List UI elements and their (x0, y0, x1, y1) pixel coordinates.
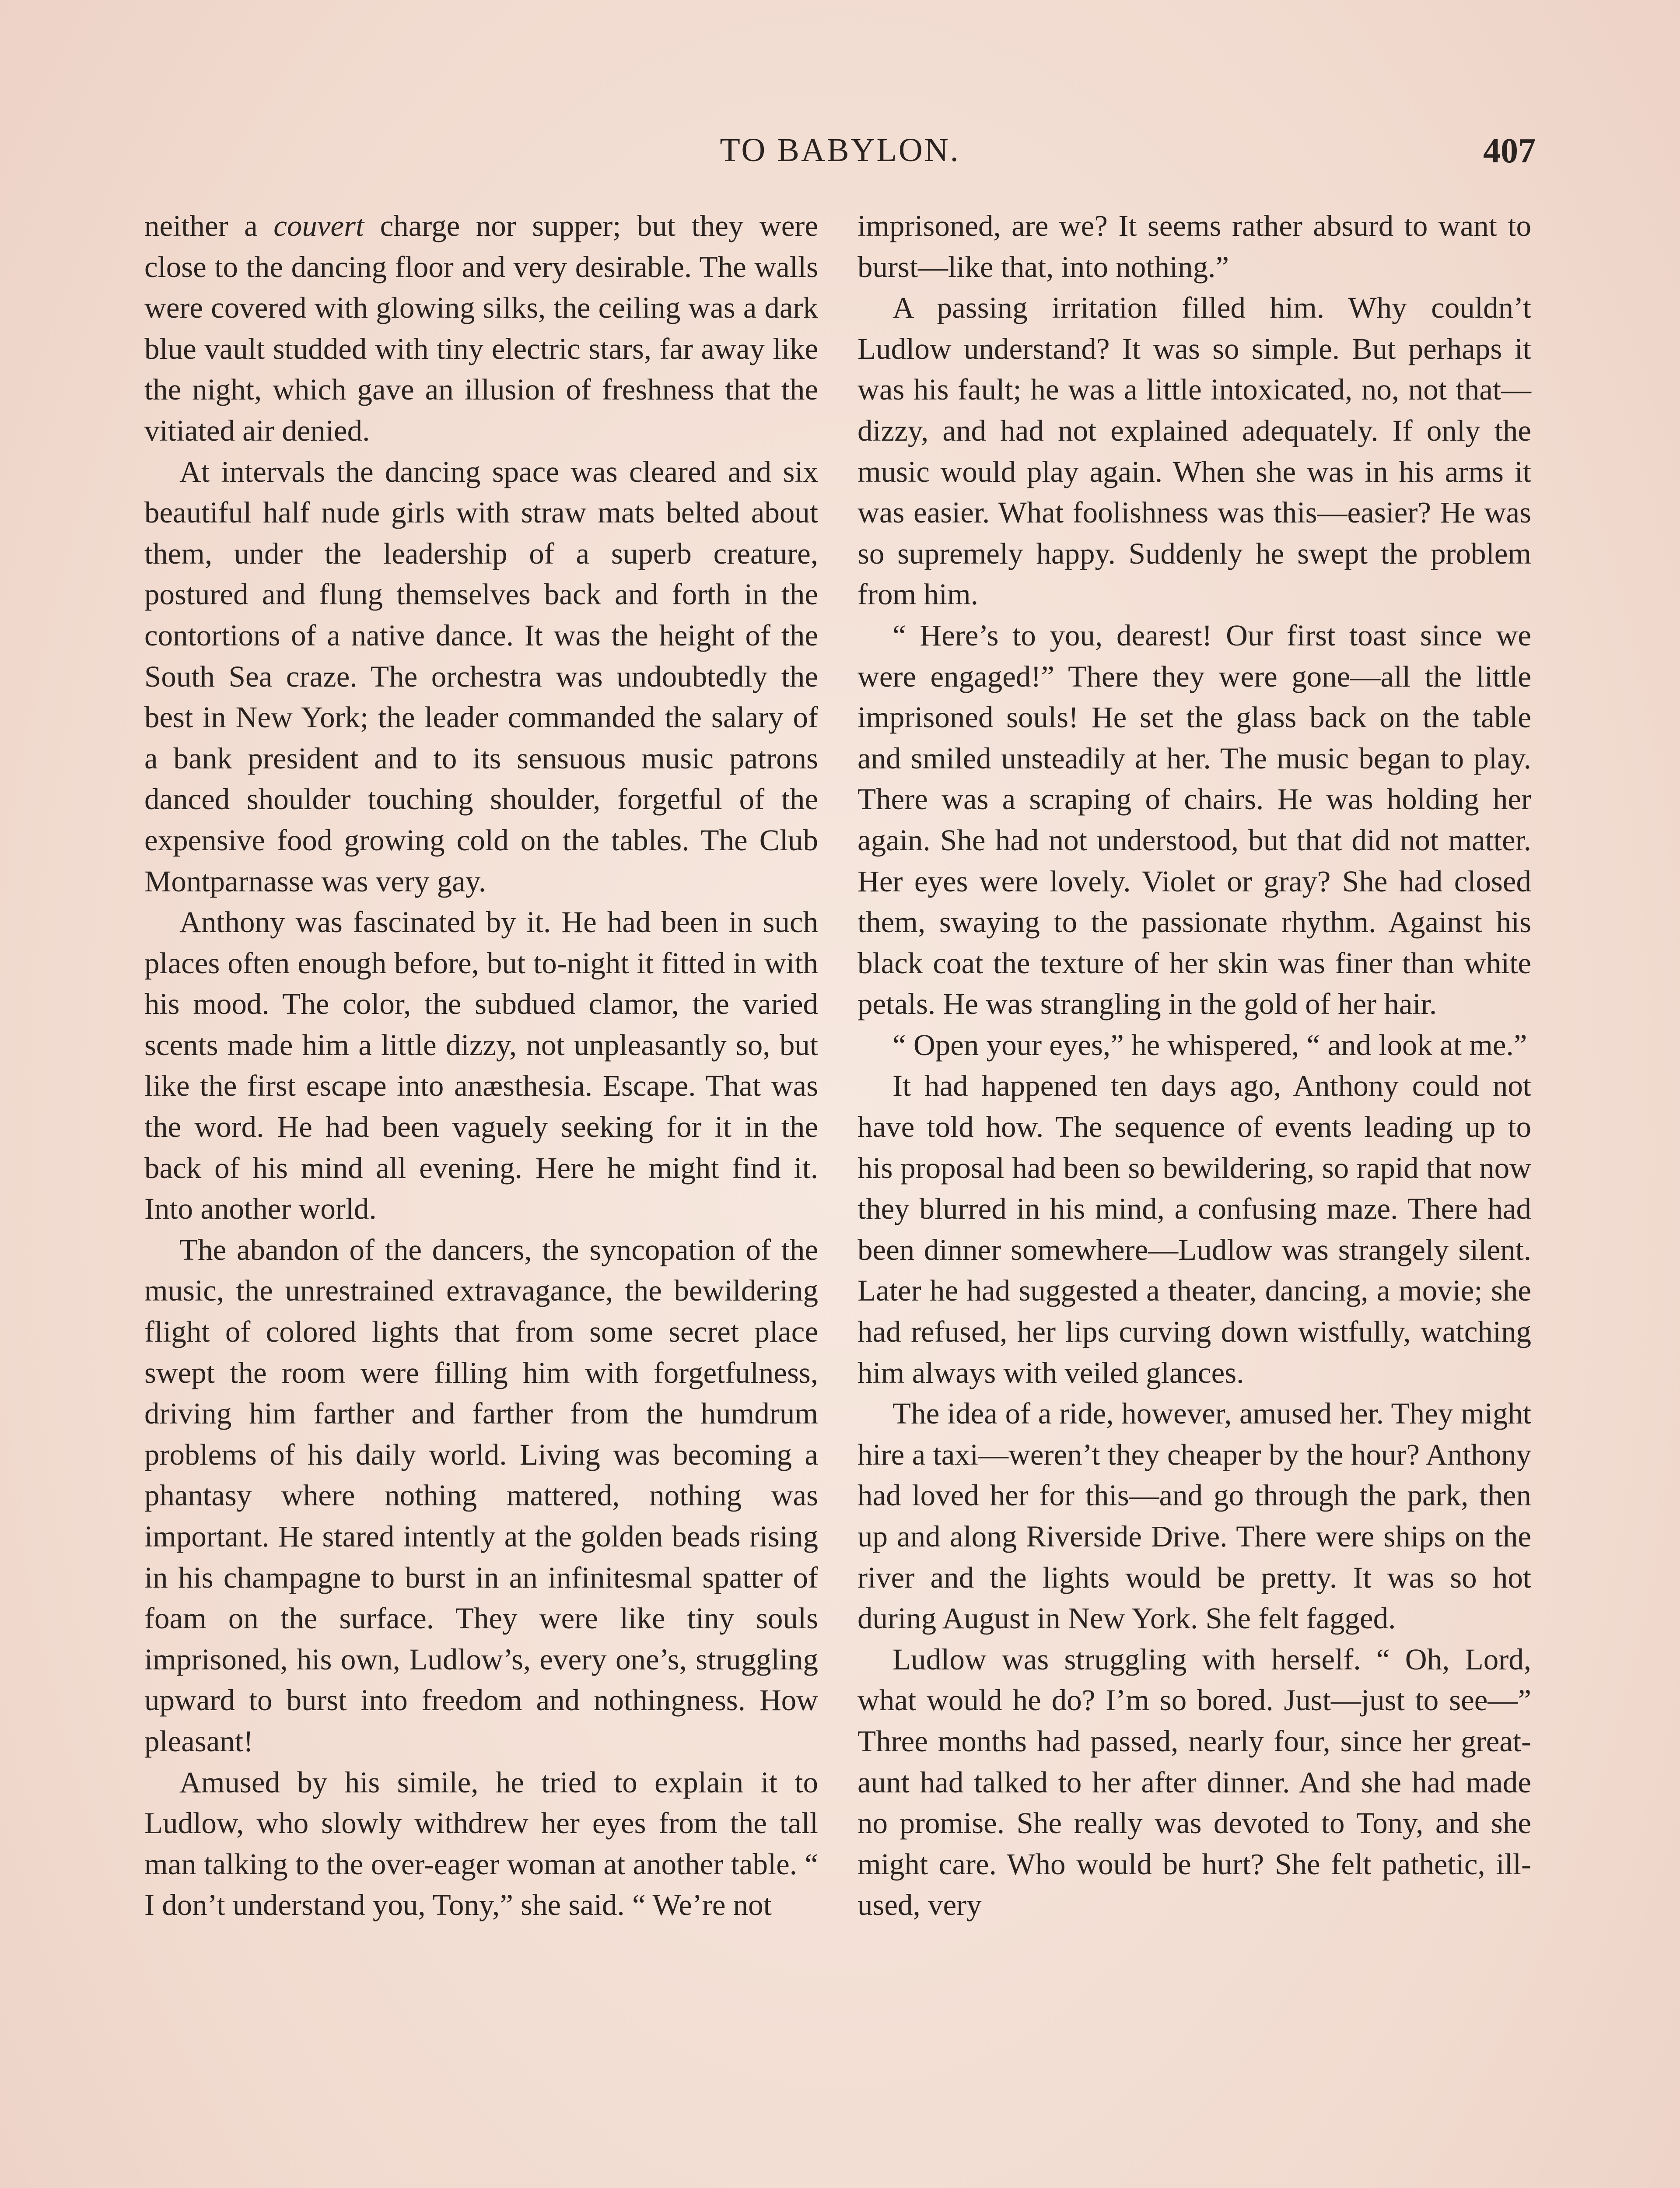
paragraph: “ Open your eyes,” he whispered, “ and look at me.” (892, 1028, 1527, 1062)
paragraph: Amused by his simile, he tried to explain it to Ludlow, who slowly withdrew her eyes from the tall man talking to the over-eager woman at another table. “ I don’t understand you, Tony,” she said. “ We’re not (144, 1765, 818, 1922)
right-column (858, 206, 1531, 1926)
paragraph: At intervals the dancing space was cleared and six beautiful half nude girls with straw mats belted about them, under the leadership of a superb creature, postured and flung themselves back and forth in the contortions of a native dance. It was the height of the South Sea craze. The orchestra was undoubtedly the best in New York; the leader commanded the salary of a bank president and to its sensuous music patrons danced shoulder touching shoulder, forgetful of the expensive food growing cold on the tables. The Club Montparnasse was very gay. (144, 455, 818, 898)
page-header (144, 131, 1536, 184)
paragraph: Ludlow was struggling with herself. “ Oh, Lord, what would he do? I’m so bored. Just—just to see—” Three months had passed, nearly four, since her great-aunt had talked to her after dinner. And she had made no promise. She really was devoted to Tony, and she might care. Who would be hurt? She felt pathetic, ill-used, very (858, 1642, 1531, 1922)
running-title: TO BABYLON. (720, 132, 960, 168)
paragraph: It had happened ten days ago, Anthony could not have told how. The sequence of events leading up to his proposal had been so bewildering, so rapid that now they blurred in his mind, a confusing maze. There had been dinner somewhere—Ludlow was strangely silent. Later he had suggested a theater, dancing, a movie; she had refused, her lips curving down wistfully, watching him always with veiled glances. (858, 1069, 1531, 1389)
page-number: 407 (1483, 132, 1536, 170)
paragraph: The abandon of the dancers, the syncopation of the music, the unrestrained extravagance, the bewildering flight of colored lights that from some secret place swept the room were filling him with forgetfulness, driving him farther and farther from the humdrum problems of his daily world. Living was becoming a phantasy where nothing mattered, nothing was important. He stared intently at the golden beads rising in his champagne to burst in an infinitesmal spatter of foam on the surface. They were like tiny souls imprisoned, his own, Ludlow’s, every one’s, struggling upward to burst into freedom and nothingness. How pleasant! (144, 1233, 818, 1758)
paragraph: “ Here’s to you, dearest! Our first toast since we were engaged!” There they were gone—all the little imprisoned souls! He set the glass back on the table and smiled unsteadily at her. The music began to play. There was a scraping of chairs. He was holding her again. She had not understood, but that did not matter. Her eyes were lovely. Violet or gray? She had closed them, swaying to the passionate rhythm. Against his black coat the texture of her skin was finer than white petals. He was strangling in the gold of her hair. (858, 618, 1531, 1021)
left-column (144, 206, 818, 1926)
paragraph: Anthony was fascinated by it. He had been in such places often enough before, but to-night it fitted in with his mood. The color, the subdued clamor, the varied scents made him a little dizzy, not unpleasantly so, but like the first escape into anæsthesia. Escape. That was the word. He had been vaguely seeking for it in the back of his mind all evening. Here he might find it. Into another world. (144, 905, 818, 1226)
paragraph: The idea of a ride, however, amused her. They might hire a taxi—weren’t they cheaper by the hour? Anthony had loved her for this—and go through the park, then up and along Riverside Drive. There were ships on the river and the lights would be pretty. It was so hot during August in New York. She felt fagged. (858, 1397, 1531, 1635)
paragraph: imprisoned, are we? It seems rather absurd to want to burst—like that, into nothing.” (858, 209, 1531, 284)
paragraph: neither a couvert charge nor supper; but they were close to the dancing floor and very desirable. The walls were covered with glowing silks, the ceiling was a dark blue vault studded with tiny electric stars, far away like the night, which gave an illusion of freshness that the vitiated air denied. (144, 209, 818, 447)
paragraph: A passing irritation filled him. Why couldn’t Ludlow understand? It was so simple. But perhaps it was his fault; he was a little intoxicated, no, not that—dizzy, and had not explained adequately. If only the music would play again. When she was in his arms it was easier. What foolishness was this—easier? He was so supremely happy. Suddenly he swept the problem from him. (858, 291, 1531, 611)
